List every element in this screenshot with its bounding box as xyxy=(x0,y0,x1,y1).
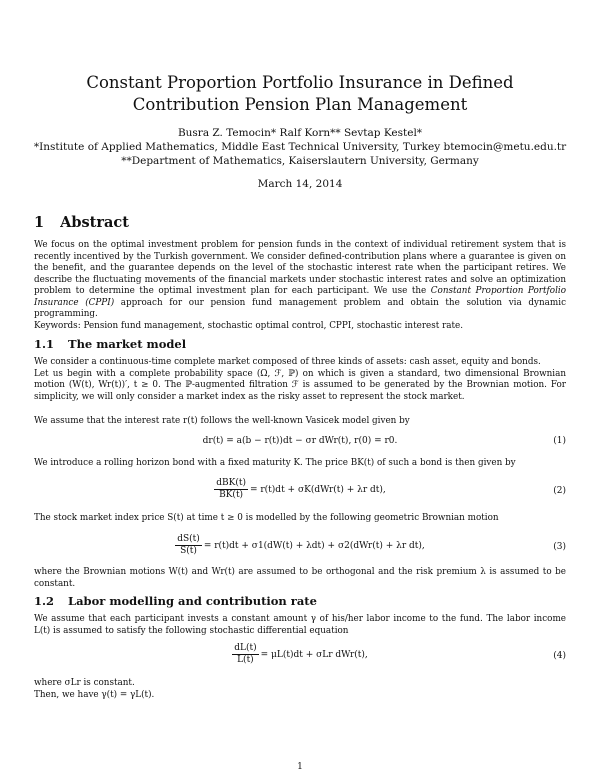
equation-2-fraction xyxy=(214,478,248,501)
section-heading-abstract xyxy=(34,214,129,231)
equation-1-body: dr(t) = a(b − r(t))dt − σr dWr(t), r(0) = r0. xyxy=(202,436,398,446)
equation-4-fraction xyxy=(232,643,258,666)
equation-2-body xyxy=(34,478,566,501)
equation-3-numerator: dS(t) xyxy=(177,534,200,544)
keywords: Keywords: Pension fund management, stochastic optimal control, CPPI, stochastic interest rate. xyxy=(34,320,464,331)
market-model-paragraph xyxy=(34,357,566,403)
abstract-text: We focus on the optimal investment problem for pension funds in the context of individual retirement system that is recently incentived by the Turkish government. We consider defined-contribution plans where a guarantee is given on the benefit, and the guarantee depends on the level of the stochastic interest rate when the participant retires. We describe the fluctuating movements of the financial markets under stochastic interest rates and solve an optimization problem to determine the optimal investment plan for each participant. We use the xyxy=(34,240,566,296)
affiliation-1: *Institute of Applied Mathematics, Middle East Technical University, Turkey btemocin@metu.edu.tr xyxy=(33,141,567,153)
labor-closing xyxy=(34,678,566,701)
subsection-number: 1.1 xyxy=(34,337,55,351)
vasicek-intro-text: We assume that the interest rate r(t) follows the well-known Vasicek model given by xyxy=(34,416,410,426)
stock-intro-text: The stock market index price S(t) at time t ≥ 0 is modelled by the following geometric Brownian motion xyxy=(34,513,499,523)
market-model-p1: We consider a continuous-time complete market composed of three kinds of assets: cash asset, equity and bonds. xyxy=(34,357,541,367)
abstract-paragraph xyxy=(34,240,566,332)
equation-3-body xyxy=(34,534,566,557)
equation-4-body xyxy=(34,643,566,666)
labor-paragraph-text: We assume that each participant invests a constant amount γ of his/her labor income to the fund. The labor income L(t) is assumed to satisfy the following stochastic differential equation xyxy=(34,614,566,636)
equation-3-denominator: S(t) xyxy=(180,546,197,556)
section-number: 1 xyxy=(34,214,45,231)
equation-2 xyxy=(34,478,566,504)
subsection-title: The market model xyxy=(68,337,187,351)
orthogonal-remark-text: where the Brownian motions W(t) and Wr(t) are assumed to be orthogonal and the risk premium λ is assumed to be constant. xyxy=(34,567,566,589)
subsection-heading-labor xyxy=(34,594,317,608)
labor-paragraph xyxy=(34,614,566,637)
equation-2-numerator: dBK(t) xyxy=(216,478,246,488)
subsection-heading-market-model xyxy=(34,337,186,351)
page-number: 1 xyxy=(297,762,303,772)
equation-4 xyxy=(34,643,566,669)
labor-closing-p2: Then, we have γ(t) = γL(t). xyxy=(34,689,155,700)
equation-3 xyxy=(34,534,566,560)
section-title: Abstract xyxy=(60,214,129,231)
bond-intro-text: We introduce a rolling horizon bond with a fixed maturity K. The price BK(t) of such a bond is then given by xyxy=(34,458,516,468)
abstract-italic-term: Constant Proportion Portfolio Insurance (CPPI) xyxy=(34,286,566,308)
labor-closing-p1: where σLr is constant. xyxy=(34,678,135,688)
stock-intro xyxy=(34,513,566,525)
paper-title: Constant Proportion Portfolio Insurance in Defined Contribution Pension Plan Management xyxy=(86,73,514,114)
subsection-number: 1.2 xyxy=(34,594,55,608)
paper-date: March 14, 2014 xyxy=(257,178,343,190)
equation-3-fraction xyxy=(175,534,202,557)
abstract-tail: approach for our pension fund management problem and obtain the solution via dynamic programming. xyxy=(34,297,566,319)
equation-1 xyxy=(34,436,566,452)
equation-4-denominator: L(t) xyxy=(237,655,254,665)
vasicek-intro xyxy=(34,416,566,428)
equation-4-label: (4) xyxy=(553,651,566,661)
equation-1-label: (1) xyxy=(553,436,566,446)
subsection-title: Labor modelling and contribution rate xyxy=(68,594,317,608)
author-block xyxy=(20,126,580,168)
equation-4-rhs: = μL(t)dt + σLr dWr(t), xyxy=(260,650,368,660)
equation-2-label: (2) xyxy=(553,486,566,496)
equation-3-label: (3) xyxy=(553,542,566,552)
equation-2-rhs: = r(t)dt + σK(dWr(t) + λr dt), xyxy=(249,485,386,495)
market-model-p2: Let us begin with a complete probability space (Ω, ℱ, ℙ) on which is given a standard, two dimensional Brownian motion (W(t), Wr(t))′, t ≥ 0. The ℙ-augmented filtration ℱ is assumed to be generated by the Brownian motion. For simplicity, we will only consider a market index as the risky asset to represent the stock market. xyxy=(34,368,566,402)
equation-3-rhs: = r(t)dt + σ1(dW(t) + λdt) + σ2(dWr(t) + λr dt), xyxy=(203,541,425,551)
equation-2-denominator: BK(t) xyxy=(219,490,244,500)
affiliation-2: **Department of Mathematics, Kaiserslautern University, Germany xyxy=(121,155,479,167)
orthogonal-remark xyxy=(34,567,566,590)
bond-intro xyxy=(34,458,566,470)
author-names: Busra Z. Temocin* Ralf Korn** Sevtap Kestel* xyxy=(177,127,423,139)
equation-4-numerator: dL(t) xyxy=(234,643,257,653)
